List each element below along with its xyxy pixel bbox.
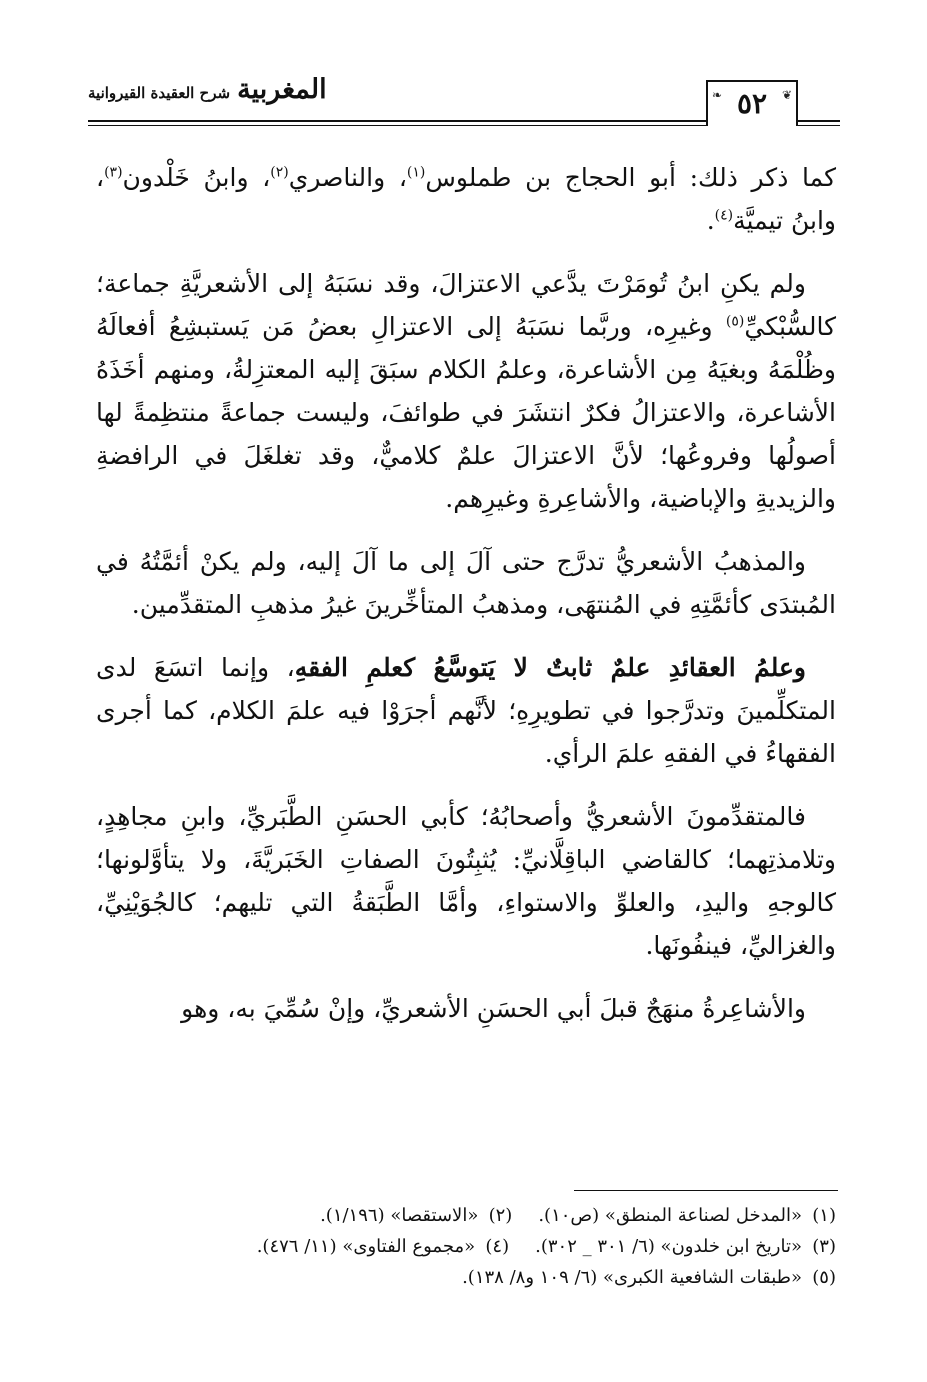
bold-text: وعلمُ العقائدِ علمٌ ثابتٌ لا يَتوسَّعُ كعلمِ الفقهِ bbox=[294, 653, 806, 682]
paragraph bbox=[96, 540, 836, 626]
text-run: والمذهبُ الأشعريُّ تدرَّج حتى آلَ إلى ما آلَ إليه، ولم يكنْ أئمَّتُهُ في المُبتدَى كأئمَّتِهِ في المُنتهَى، ومذهبُ المتأخِّرينَ غيرُ مذهبِ المتقدِّمين. bbox=[96, 547, 836, 619]
text-run: . bbox=[706, 206, 715, 235]
book-title-sub: شرح العقيدة القيروانية bbox=[88, 84, 231, 102]
paragraph bbox=[96, 987, 836, 1030]
footnote-number: (٢) bbox=[488, 1205, 513, 1226]
footnote-line bbox=[96, 1200, 836, 1231]
page-number: ٥٢ bbox=[736, 87, 768, 120]
footnote-text: «مجموع الفتاوى» (١١/ ٤٧٦). bbox=[256, 1236, 476, 1257]
footnote-text: «طبقات الشافعية الكبرى» (٦/ ١٠٩ و٨/ ١٣٨). bbox=[462, 1267, 802, 1288]
footnote-text: «الاستقصا» (١/١٩٦). bbox=[320, 1205, 479, 1226]
footnote-number: (٣) bbox=[812, 1236, 836, 1257]
footnote-line bbox=[96, 1231, 836, 1262]
text-run: ، وابنُ تيميَّة bbox=[96, 163, 836, 235]
text-run: وغيرِه، وربَّما نسَبَهُ إلى الاعتزالِ بعضُ مَن يَستبشِعُ أفعالَهُ وظُلْمَهُ وبغيَهُ مِن الأشاعرة، وعلمُ الكلام سبَقَ إليه المعتزِلةُ، ومنهم أخَذَهُ الأشاعرة، والاعتزالُ فكرٌ انتشَرَ في طوائفَ، وليست جماعةً منتظِمةً لها أصولُها وفروعُها؛ لأنَّ الاعتزالَ علمٌ كلاميٌّ، وقد تغلغَلَ في الرافضةِ والزيديةِ والإباضية، والأشاعِرةِ وغيرِهم. bbox=[96, 312, 836, 513]
footnote-ref: (٢) bbox=[270, 164, 289, 181]
text-run: ولم يكنِ ابنُ تُومَرْتَ يدَّعي الاعتزالَ، وقد نسَبَهُ إلى الأشعريَّةِ جماعة؛ كالسُّبْكيِّ bbox=[96, 269, 836, 341]
footnote-ref: (١) bbox=[406, 164, 426, 181]
text-run: ، والناصري bbox=[288, 163, 407, 192]
running-header bbox=[88, 72, 840, 132]
footnote-number: (٤) bbox=[485, 1236, 510, 1257]
footnote-ref: (٣) bbox=[104, 164, 123, 181]
footnote-line bbox=[96, 1262, 836, 1293]
text-run: فالمتقدِّمونَ الأشعريُّ وأصحابُهُ؛ كأبي الحسَنِ الطَّبَريِّ، وابنِ مجاهِدٍ، وتلامذتِهما؛ كالقاضي الباقِلَّانيِّ: يُثبِتُونَ الصفاتِ الخَبَريَّةَ، ولا يتأوَّلونها؛ كالوجهِ واليدِ، والعلوِّ والاستواءِ، وأمَّا الطَّبَقةُ التي تليهم؛ كالجُوَيْنِيِّ، والغزاليِّ، فينفُونَها. bbox=[96, 802, 836, 960]
footnote-number: (٥) bbox=[812, 1267, 836, 1288]
paragraph bbox=[96, 156, 836, 242]
footnote-text: «المدخل لصناعة المنطق» (ص١٠). bbox=[538, 1205, 802, 1226]
ornament-icon: ❦ bbox=[781, 88, 792, 102]
paragraph bbox=[96, 646, 836, 775]
footnotes bbox=[96, 1200, 836, 1293]
paragraph bbox=[96, 262, 836, 520]
page-number-box bbox=[706, 80, 798, 126]
running-title bbox=[88, 74, 333, 114]
footnote-number: (١) bbox=[812, 1205, 836, 1226]
text-run: ، وابنُ خَلْدون bbox=[122, 163, 271, 192]
paragraph bbox=[96, 795, 836, 967]
footnote-ref: (٤) bbox=[714, 207, 734, 224]
footnote-text: «تاريخ ابن خلدون» (٦/ ٣٠١ _ ٣٠٢). bbox=[535, 1236, 802, 1257]
text-run: كما ذكر ذلك: أبو الحجاج بن طملوس bbox=[425, 163, 836, 192]
book-title-main: المغربية bbox=[237, 74, 327, 105]
ornament-icon: ❧ bbox=[712, 88, 723, 102]
footnote-ref: (٥) bbox=[725, 313, 745, 330]
text-run: ، وإنما اتسَعَ لدى المتكلِّمينَ وتدرَّجوا في تطويرِهِ؛ لأنَّهم أجرَوْا فيه علمَ الكلام، كما أجرى الفقهاءُ في الفقهِ علمَ الرأي. bbox=[96, 653, 836, 768]
body-text bbox=[96, 156, 836, 1050]
footnote-separator bbox=[574, 1190, 838, 1191]
text-run: والأشاعِرةُ منهَجٌ قبلَ أبي الحسَنِ الأشعريِّ، وإنْ سُمِّيَ به، وهو bbox=[181, 994, 806, 1023]
